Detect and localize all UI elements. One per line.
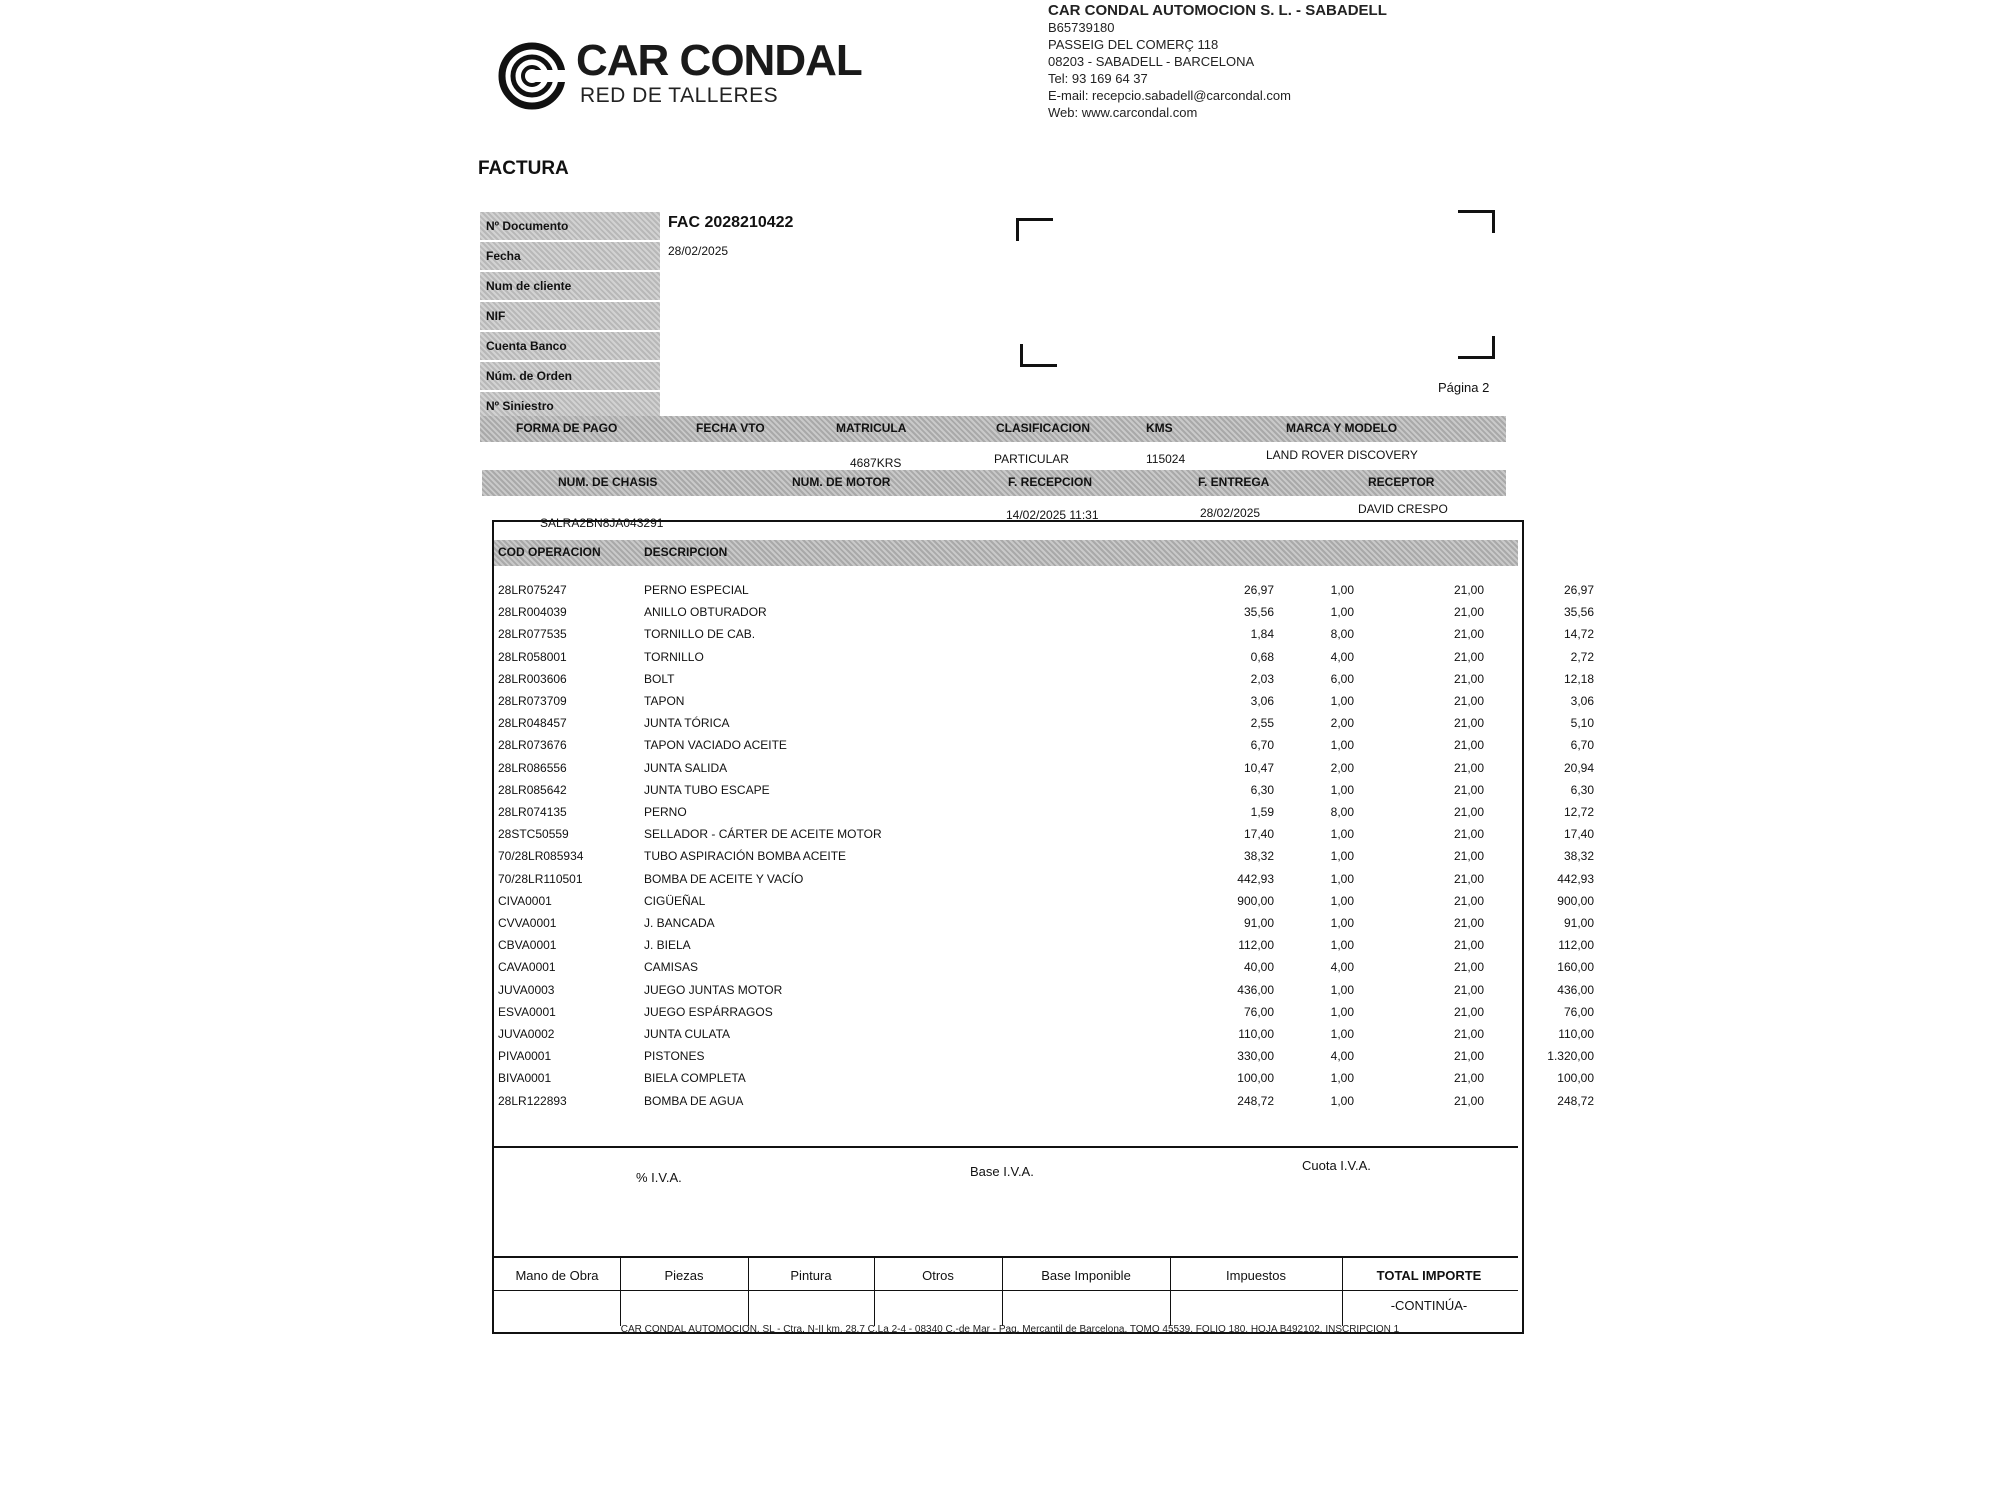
row-description: CAMISAS xyxy=(644,960,699,974)
row-price: 436,00 xyxy=(1237,983,1274,997)
row-quantity: 2,00 xyxy=(1330,716,1354,730)
row-total: 26,97 xyxy=(1563,583,1594,597)
row-vat: 21,00 xyxy=(1453,1071,1484,1085)
vat-base-label: Base I.V.A. xyxy=(970,1164,1034,1179)
row-description: SELLADOR - CÁRTER DE ACEITE MOTOR xyxy=(644,827,882,841)
total-piezas-label: Piezas xyxy=(664,1268,704,1283)
value-recepcion: 14/02/2025 11:31 xyxy=(1006,508,1099,522)
row-price: 6,30 xyxy=(1250,783,1274,797)
row-total: 20,94 xyxy=(1563,761,1594,775)
hdr-fecha-vto: FECHA VTO xyxy=(696,421,765,435)
value-marca-modelo: LAND ROVER DISCOVERY xyxy=(1266,448,1418,462)
row-vat: 21,00 xyxy=(1453,738,1484,752)
total-mano-obra xyxy=(494,1258,621,1326)
row-quantity: 1,00 xyxy=(1330,938,1354,952)
total-pintura-label: Pintura xyxy=(790,1268,832,1283)
table-row xyxy=(494,913,1594,935)
hdr-motor: NUM. DE MOTOR xyxy=(792,475,891,489)
table-row xyxy=(494,1068,1594,1090)
company-id: B65739180 xyxy=(1048,20,1115,35)
table-row xyxy=(494,957,1594,979)
totals-grid xyxy=(494,1256,1518,1326)
row-description: J. BANCADA xyxy=(644,916,715,930)
row-code: CVVA0001 xyxy=(498,916,557,930)
hdr-matricula: MATRICULA xyxy=(836,421,907,435)
total-otros xyxy=(874,1258,1003,1326)
row-price: 91,00 xyxy=(1243,916,1274,930)
row-code: JUVA0002 xyxy=(498,1027,555,1041)
hdr-forma-pago: FORMA DE PAGO xyxy=(516,421,618,435)
value-kms: 115024 xyxy=(1146,452,1186,466)
row-vat: 21,00 xyxy=(1453,983,1484,997)
total-importe xyxy=(1342,1258,1516,1326)
row-vat: 21,00 xyxy=(1453,761,1484,775)
total-base-imponible xyxy=(1002,1258,1171,1326)
label-cuenta: Cuenta Banco xyxy=(480,332,660,360)
page-number: Página 2 xyxy=(1438,380,1490,395)
table-row xyxy=(494,580,1594,602)
document-number: FAC 2028210422 xyxy=(668,214,794,231)
row-quantity: 1,00 xyxy=(1330,1005,1354,1019)
total-pintura xyxy=(748,1258,875,1326)
table-row xyxy=(494,824,1594,846)
row-price: 900,00 xyxy=(1237,894,1274,908)
total-impuestos-label: Impuestos xyxy=(1226,1268,1286,1283)
row-price: 2,55 xyxy=(1250,716,1274,730)
row-price: 1,84 xyxy=(1250,627,1274,641)
row-quantity: 1,00 xyxy=(1330,783,1354,797)
row-description: CIGÜEÑAL xyxy=(644,894,706,908)
row-code: 28LR085642 xyxy=(498,783,567,797)
row-description: TUBO ASPIRACIÓN BOMBA ACEITE xyxy=(644,849,847,863)
company-phone: Tel: 93 169 64 37 xyxy=(1048,71,1148,86)
row-quantity: 1,00 xyxy=(1330,983,1354,997)
row-total: 160,00 xyxy=(1557,960,1594,974)
row-description: BOLT xyxy=(644,672,675,686)
table-row xyxy=(494,624,1594,646)
company-email: E-mail: recepcio.sabadell@carcondal.com xyxy=(1048,88,1291,103)
row-description: JUNTA TUBO ESCAPE xyxy=(644,783,770,797)
row-description: JUNTA TÓRICA xyxy=(644,716,730,730)
row-description: BOMBA DE AGUA xyxy=(644,1094,744,1108)
hdr-chasis: NUM. DE CHASIS xyxy=(558,475,658,489)
row-total: 5,10 xyxy=(1570,716,1594,730)
label-orden: Núm. de Orden xyxy=(480,362,660,390)
row-total: 6,70 xyxy=(1570,738,1594,752)
row-code: 28LR058001 xyxy=(498,650,567,664)
value-receptor: DAVID CRESPO xyxy=(1358,502,1448,516)
row-price: 330,00 xyxy=(1237,1049,1274,1063)
row-quantity: 1,00 xyxy=(1330,1094,1354,1108)
value-clasificacion: PARTICULAR xyxy=(994,452,1069,466)
row-quantity: 1,00 xyxy=(1330,738,1354,752)
row-code: BIVA0001 xyxy=(498,1071,552,1085)
table-row xyxy=(494,691,1594,713)
table-row xyxy=(494,1091,1594,1113)
row-total: 12,72 xyxy=(1563,805,1594,819)
label-cliente: Num de cliente xyxy=(480,272,660,300)
row-code: 28LR086556 xyxy=(498,761,567,775)
row-code: 28LR074135 xyxy=(498,805,567,819)
label-nif: NIF xyxy=(480,302,660,330)
row-total: 110,00 xyxy=(1558,1027,1594,1041)
total-importe-label: TOTAL IMPORTE xyxy=(1376,1268,1482,1283)
company-web: Web: www.carcondal.com xyxy=(1048,105,1198,120)
vat-percent-label: % I.V.A. xyxy=(636,1170,682,1185)
row-code: CAVA0001 xyxy=(498,960,556,974)
document-title: FACTURA xyxy=(478,158,569,179)
row-total: 3,06 xyxy=(1570,694,1594,708)
row-vat: 21,00 xyxy=(1453,827,1484,841)
row-quantity: 4,00 xyxy=(1330,1049,1354,1063)
row-quantity: 1,00 xyxy=(1330,583,1354,597)
row-quantity: 1,00 xyxy=(1330,1027,1354,1041)
row-code: 28STC50559 xyxy=(498,827,569,841)
row-quantity: 8,00 xyxy=(1330,805,1354,819)
vat-divider xyxy=(494,1146,1518,1148)
row-quantity: 4,00 xyxy=(1330,960,1354,974)
table-row xyxy=(494,1024,1594,1046)
table-row xyxy=(494,602,1594,624)
row-price: 3,06 xyxy=(1250,694,1274,708)
table-row xyxy=(494,1046,1594,1068)
row-quantity: 1,00 xyxy=(1330,694,1354,708)
address-corner-tr xyxy=(1458,210,1495,233)
row-quantity: 6,00 xyxy=(1330,672,1354,686)
row-price: 35,56 xyxy=(1243,605,1274,619)
row-quantity: 1,00 xyxy=(1330,916,1354,930)
row-quantity: 1,00 xyxy=(1330,1071,1354,1085)
hdr-kms: KMS xyxy=(1146,421,1173,435)
row-vat: 21,00 xyxy=(1453,1094,1484,1108)
row-vat: 21,00 xyxy=(1453,872,1484,886)
brand-name: CAR CONDAL xyxy=(576,36,862,85)
row-code: 28LR004039 xyxy=(498,605,567,619)
row-code: 70/28LR085934 xyxy=(498,849,584,863)
brand-subtitle: RED DE TALLERES xyxy=(580,84,779,107)
row-quantity: 4,00 xyxy=(1330,650,1354,664)
address-corner-bl xyxy=(1020,344,1057,367)
row-price: 2,03 xyxy=(1250,672,1274,686)
row-code: 28LR122893 xyxy=(498,1094,567,1108)
row-code: PIVA0001 xyxy=(498,1049,552,1063)
total-impuestos xyxy=(1170,1258,1343,1326)
hdr-receptor: RECEPTOR xyxy=(1368,475,1435,489)
hdr-clasificacion: CLASIFICACION xyxy=(996,421,1090,435)
row-vat: 21,00 xyxy=(1453,1049,1484,1063)
label-siniestro: Nº Siniestro xyxy=(480,392,660,420)
car-condal-logo-icon xyxy=(498,42,566,110)
table-row xyxy=(494,935,1594,957)
row-price: 0,68 xyxy=(1250,650,1274,664)
table-row xyxy=(494,891,1594,913)
document-date: 28/02/2025 xyxy=(668,244,729,258)
address-corner-tl xyxy=(1016,218,1053,241)
row-total: 436,00 xyxy=(1557,983,1594,997)
row-description: PERNO xyxy=(644,805,687,819)
header-bar-2 xyxy=(482,470,1506,496)
row-price: 26,97 xyxy=(1243,583,1274,597)
value-matricula: 4687KRS xyxy=(850,456,902,470)
row-code: CIVA0001 xyxy=(498,894,552,908)
row-total: 2,72 xyxy=(1570,650,1594,664)
row-price: 38,32 xyxy=(1243,849,1274,863)
row-total: 14,72 xyxy=(1563,627,1594,641)
label-fecha: Fecha xyxy=(480,242,660,270)
vat-cuota-label: Cuota I.V.A. xyxy=(1302,1158,1371,1173)
row-vat: 21,00 xyxy=(1453,960,1484,974)
label-documento: Nº Documento xyxy=(480,212,660,240)
row-description: PISTONES xyxy=(644,1049,705,1063)
row-price: 110,00 xyxy=(1238,1027,1274,1041)
document-label-column xyxy=(480,212,660,422)
row-code: ESVA0001 xyxy=(498,1005,556,1019)
row-code: 28LR073676 xyxy=(498,738,567,752)
total-piezas xyxy=(620,1258,749,1326)
row-vat: 21,00 xyxy=(1453,694,1484,708)
row-code: CBVA0001 xyxy=(498,938,557,952)
row-vat: 21,00 xyxy=(1453,849,1484,863)
row-total: 35,56 xyxy=(1563,605,1594,619)
table-row xyxy=(494,735,1594,757)
address-corner-br xyxy=(1458,336,1495,359)
table-row xyxy=(494,780,1594,802)
row-code: 28LR077535 xyxy=(498,627,567,641)
row-quantity: 1,00 xyxy=(1330,827,1354,841)
row-total: 76,00 xyxy=(1563,1005,1594,1019)
table-row xyxy=(494,713,1594,735)
row-description: JUEGO JUNTAS MOTOR xyxy=(644,983,783,997)
total-otros-label: Otros xyxy=(922,1268,954,1283)
row-description: BIELA COMPLETA xyxy=(644,1071,746,1085)
row-price: 40,00 xyxy=(1243,960,1274,974)
company-street: PASSEIG DEL COMERÇ 118 xyxy=(1048,37,1219,52)
row-total: 442,93 xyxy=(1557,872,1594,886)
row-price: 76,00 xyxy=(1243,1005,1274,1019)
row-vat: 21,00 xyxy=(1453,1005,1484,1019)
company-info xyxy=(1048,2,1387,121)
table-row xyxy=(494,846,1594,868)
row-quantity: 1,00 xyxy=(1330,894,1354,908)
row-description: J. BIELA xyxy=(644,938,691,952)
row-price: 1,59 xyxy=(1250,805,1274,819)
row-code: 28LR048457 xyxy=(498,716,567,730)
row-code: 28LR075247 xyxy=(498,583,567,597)
company-name: CAR CONDAL AUTOMOCION S. L. - SABADELL xyxy=(1048,2,1387,19)
items-table-header xyxy=(494,540,1518,566)
table-row xyxy=(494,802,1594,824)
row-price: 10,47 xyxy=(1243,761,1274,775)
legal-footer: CAR CONDAL AUTOMOCION, SL - Ctra. N-II km. 28,7 C.La 2-4 - 08340 C.-de Mar - Pag. Mercantil de Barcelona. TOMO 45539, FOLIO 180, HOJA B492102, INSCRIPCION 1 xyxy=(620,1324,1400,1335)
row-vat: 21,00 xyxy=(1453,783,1484,797)
table-row xyxy=(494,758,1594,780)
row-description: PERNO ESPECIAL xyxy=(644,583,749,597)
row-description: TORNILLO DE CAB. xyxy=(644,627,756,641)
row-quantity: 1,00 xyxy=(1330,605,1354,619)
row-vat: 21,00 xyxy=(1453,938,1484,952)
row-vat: 21,00 xyxy=(1453,672,1484,686)
row-quantity: 1,00 xyxy=(1330,872,1354,886)
row-code: 70/28LR110501 xyxy=(498,872,583,886)
row-quantity: 8,00 xyxy=(1330,627,1354,641)
row-total: 91,00 xyxy=(1563,916,1594,930)
row-vat: 21,00 xyxy=(1453,583,1484,597)
row-total: 248,72 xyxy=(1557,1094,1594,1108)
row-quantity: 2,00 xyxy=(1330,761,1354,775)
row-description: ANILLO OBTURADOR xyxy=(644,605,767,619)
row-total: 6,30 xyxy=(1570,783,1594,797)
row-price: 248,72 xyxy=(1237,1094,1274,1108)
table-row xyxy=(494,869,1594,891)
th-cod-operacion: COD OPERACION xyxy=(498,545,601,559)
row-description: BOMBA DE ACEITE Y VACÍO xyxy=(644,872,804,886)
row-total: 100,00 xyxy=(1557,1071,1594,1085)
row-code: JUVA0003 xyxy=(498,983,555,997)
hdr-recepcion: F. RECEPCION xyxy=(1008,475,1093,489)
row-description: JUEGO ESPÁRRAGOS xyxy=(644,1005,773,1019)
row-quantity: 1,00 xyxy=(1330,849,1354,863)
row-total: 38,32 xyxy=(1563,849,1594,863)
row-code: 28LR073709 xyxy=(498,694,567,708)
value-entrega: 28/02/2025 xyxy=(1200,506,1261,520)
row-price: 100,00 xyxy=(1237,1071,1274,1085)
row-vat: 21,00 xyxy=(1453,650,1484,664)
total-base-label: Base Imponible xyxy=(1041,1268,1131,1283)
total-importe-value: -CONTINÚA- xyxy=(1390,1298,1468,1313)
row-total: 17,40 xyxy=(1563,827,1594,841)
row-description: JUNTA SALIDA xyxy=(644,761,728,775)
total-mano-obra-label: Mano de Obra xyxy=(515,1268,599,1283)
value-chasis: SALRA2BN8JA043291 xyxy=(540,516,664,530)
table-row xyxy=(494,647,1594,669)
table-row xyxy=(494,669,1594,691)
row-vat: 21,00 xyxy=(1453,1027,1484,1041)
row-price: 112,00 xyxy=(1238,938,1274,952)
row-vat: 21,00 xyxy=(1453,894,1484,908)
row-total: 900,00 xyxy=(1557,894,1594,908)
row-description: TAPON xyxy=(644,694,685,708)
row-total: 1.320,00 xyxy=(1547,1049,1594,1063)
row-description: JUNTA CULATA xyxy=(644,1027,731,1041)
row-description: TORNILLO xyxy=(644,650,704,664)
row-vat: 21,00 xyxy=(1453,916,1484,930)
th-descripcion: DESCRIPCION xyxy=(644,545,728,559)
company-city: 08203 - SABADELL - BARCELONA xyxy=(1048,54,1255,69)
hdr-entrega: F. ENTREGA xyxy=(1198,475,1270,489)
row-total: 112,00 xyxy=(1558,938,1594,952)
row-vat: 21,00 xyxy=(1453,627,1484,641)
hdr-marca-modelo: MARCA Y MODELO xyxy=(1286,421,1398,435)
row-price: 6,70 xyxy=(1250,738,1274,752)
header-bar-1 xyxy=(480,416,1506,442)
row-vat: 21,00 xyxy=(1453,605,1484,619)
row-description: TAPON VACIADO ACEITE xyxy=(644,738,787,752)
table-row xyxy=(494,1002,1594,1024)
row-total: 12,18 xyxy=(1563,672,1594,686)
row-vat: 21,00 xyxy=(1453,716,1484,730)
table-row xyxy=(494,980,1594,1002)
row-vat: 21,00 xyxy=(1453,805,1484,819)
row-code: 28LR003606 xyxy=(498,672,567,686)
row-price: 442,93 xyxy=(1237,872,1274,886)
row-price: 17,40 xyxy=(1243,827,1274,841)
